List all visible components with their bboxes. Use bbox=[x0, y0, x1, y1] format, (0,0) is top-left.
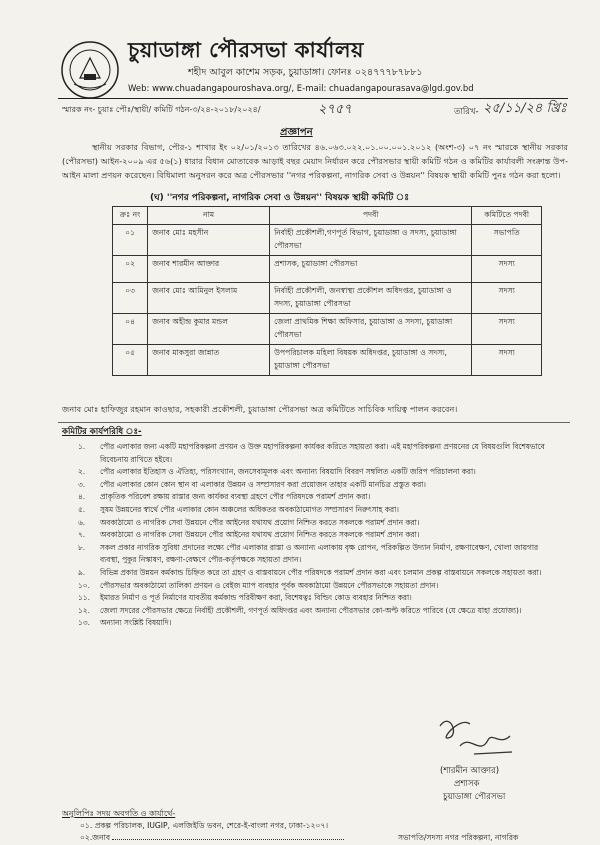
row-designation: জেলা প্রাথমিক শিক্ষা অফিসার, চুয়াডাঙ্গা ও সদস্য, চুয়াডাঙ্গা পৌরসভা bbox=[270, 314, 472, 345]
copy-to-item-1: ০১. প্রকল্প পরিচালক, IUGIP, এলজিইডি ভবন, শেরে-ই-বাংলা নগর, ঢাকা-১২০৭। bbox=[80, 821, 329, 830]
table-row bbox=[113, 256, 542, 283]
item-number: ৪. bbox=[78, 492, 86, 502]
signatory-office: চুয়াডাঙ্গা পৌরসভা bbox=[443, 792, 506, 802]
list-item bbox=[70, 529, 560, 542]
row-role: সদস্য bbox=[472, 314, 542, 345]
office-title: চুয়াডাঙ্গা পৌরসভা কার্যালয় bbox=[128, 38, 364, 62]
item-number: ১২. bbox=[78, 605, 90, 615]
header-name: নাম bbox=[148, 207, 270, 225]
committee-title: (ঘ) ''নগর পরিকল্পনা, নাগরিক সেবা ও উন্নয়ন'' বিষয়ক স্থায়ী কমিটি ঃ bbox=[150, 193, 410, 203]
row-name: জনাব অহীন্দ্র কুমার মন্ডল bbox=[148, 314, 270, 345]
item-number: ৩. bbox=[78, 479, 86, 489]
row-name: জনাব মাকসুরা জান্নাত bbox=[148, 345, 270, 376]
table-row bbox=[113, 225, 542, 256]
office-address: শহীদ আবুল কাশেম সড়ক, চুয়াডাঙ্গা। ফোনঃ ০২৪৭৭৭৮৭৮৮১ bbox=[188, 67, 423, 78]
date-handwritten: ২৫/১১/২৪ খ্রিঃ bbox=[483, 101, 567, 116]
item-text: পৌর এলাকার কোন কোন স্থান বা এলাকার উন্নয়ন ও সম্প্রসারণ করা প্রয়োজন তাহার একটি মানচিত্র প্রস্তুত করা। bbox=[100, 479, 426, 489]
list-item bbox=[70, 580, 560, 593]
row-role: সদস্য bbox=[472, 256, 542, 283]
list-item bbox=[70, 542, 560, 567]
item-text: জেলা সদরের পৌরসভার ক্ষেত্রে নির্বাহী প্রকৌশলী, গণপূর্ত অধিদপ্তর এবং অন্যান্য পৌরসভার কো-অপ্ট করিতে পারিবে (যে ক্ষেত্রে যাহা প্রযোজ্য)। bbox=[100, 605, 522, 615]
item-number: ৫. bbox=[78, 504, 86, 514]
municipality-logo bbox=[60, 40, 120, 100]
copy-to-heading: অনুলিপিঃ সদয় অবগতি ও কার্যার্থে- bbox=[62, 809, 176, 818]
signatory-designation: প্রশাসক bbox=[454, 779, 480, 789]
list-item bbox=[70, 466, 560, 479]
notice-body bbox=[62, 140, 568, 182]
web-email-line: Web: www.chuadangapouroshava.org/, E-mail: chuadangapourasava@lgd.gov.bd bbox=[128, 84, 474, 94]
row-role: সদস্য bbox=[472, 283, 542, 314]
table-row bbox=[113, 345, 542, 376]
row-serial: ০১ bbox=[113, 225, 148, 256]
item-number: ১. bbox=[78, 442, 86, 451]
notice-paragraph: স্থানীয় সরকার বিভাগ, পৌর-১ শাখার ইং ০২/০১/২০১৩ তারিখের ৪৬.০৬৩.০২২.০১.০০.০০১.২০১২ (অংশ-৩) ০৭ নং স্মারকে স্থানীয় সরকার (পৌরসভা) আইন-২০০৯ এর ৫৬(১) ধারার বিধান মোতাবেক আড়াই বছর মেয়াদ নির্ধারন করে পৌরসভার স্থায়ী কমিটি গঠন ও কমিটির কার্যাবলী সংক্রান্ত উপ-আইন মালা প্রণয়ন করেছেন। বিধিমালা অনুসরন করে অত্র পৌরসভার ''নগর পরিকল্পনা, নাগরিক সেবা ও উন্নয়ন'' বিষয়ক স্থায়ী কমিটি পুনঃ গঠন করা হলো। bbox=[62, 142, 568, 180]
list-item bbox=[70, 517, 560, 530]
duties-heading: কমিটির কার্যপরিধি ঃ- bbox=[62, 427, 142, 437]
header-designation: পদবী bbox=[270, 207, 472, 225]
table-row bbox=[113, 314, 542, 345]
item-text: পৌর এলাকার জন্য একটি মহাপরিকল্পনা প্রণয়ন ও উক্ত মহাপরিকল্পনা কার্যকর করিতে সহায়তা করা। এই মহাপরিকল্পনা প্রণয়নের যে বিষয়গুলি বিশেষভাবে বিবেচনায় রাখিতে হইবে। bbox=[100, 442, 545, 464]
row-designation: নির্বাহী প্রকৌশলী,গণপূর্ত বিভাগ, চুয়াডাঙ্গা ও সদস্য, চুয়াডাঙ্গা পৌরসভা bbox=[270, 225, 472, 256]
memo-reference: স্মারক নং- চুয়াঃ পৌঃ/স্থায়ী/ কমিটি গঠন-৩/২৪-২০১৮/২০২৪/ bbox=[62, 105, 261, 114]
list-item bbox=[70, 592, 560, 605]
item-number: ৯. bbox=[78, 567, 86, 577]
row-serial: ০৫ bbox=[113, 345, 148, 376]
item-number: ৬. bbox=[78, 517, 86, 527]
item-number: ৭. bbox=[78, 530, 86, 540]
list-item bbox=[70, 504, 560, 517]
row-role: সভাপতি bbox=[472, 225, 542, 256]
item-text: পৌরসভার অবকাঠামো তালিকা প্রণয়ন ও বেইজ ম্যাপ ব্যবহার পূর্বক অবকাঠামো উন্নয়নে পৌরসভাকে সহায়তা প্রদান। bbox=[100, 580, 439, 590]
duties-list bbox=[70, 441, 560, 630]
row-designation: উপপরিচালক মহিলা বিষয়ক অধিদপ্তর, চুয়াডাঙ্গা ও সদস্য, চুয়াডাঙ্গা পৌরসভা bbox=[270, 345, 472, 376]
item-number: ২. bbox=[78, 467, 86, 477]
copy-to-item-2-suffix: সভাপতি/সদস্য নগর পরিকল্পনা, নাগরিক bbox=[398, 833, 519, 842]
secretary-note: জনাব মোঃ হাফিজুর রহমান কাওছার, সহকারী প্রকৌশলী, চুয়াডাঙ্গা পৌরসভা অত্র কমিটিতে সাচিবিক দায়িত্ব পালন করবেন। bbox=[62, 404, 458, 414]
item-text: অবকাঠামো ও নাগরিক সেবা উন্নয়নে পৌর আইনের যথাযথ প্রয়োগ নিশ্চিত করতে সকলকে পরামর্শ প্রদান করা। bbox=[100, 530, 420, 540]
item-text: বিভিন্ন প্রকার উন্নয়ন কর্মকান্ড চিহ্নিত করে তা গ্রহণ ও বাস্তবায়নে পৌর পরিষদকে পরামর্শ প্রদান করা এবং চলমান প্রকল্প বাস্তবায়নে সকলকে সহায়তা করা। bbox=[100, 567, 542, 577]
row-serial: ০৩ bbox=[113, 283, 148, 314]
row-name: জনাব শারমীন আক্তার bbox=[148, 256, 270, 283]
item-text: সকল প্রকার নাগরিক সুবিধা প্রদানের লক্ষ্যে পৌর এলাকার রাস্তা ও অন্যান্য এলাকায় বৃক্ষ রোপন, পরিকল্পিত উদ্যান নির্মাণ, রক্ষণাবেক্ষণ, খোলা জায়গার ব্যবস্থা, পুকুর নিস্কাষণ, রক্ষণা-বেক্ষণে পৌর-কর্তৃপক্ষকে সহায়তা প্রদান। bbox=[100, 542, 539, 565]
row-role: সদস্য bbox=[472, 345, 542, 376]
header-committee-role: কমিটিতে পদবী bbox=[472, 207, 542, 225]
item-number: ১০. bbox=[78, 580, 90, 590]
date-label: তারিখ- bbox=[454, 107, 479, 117]
row-name: জনাব মোঃ মহসীন bbox=[148, 225, 270, 256]
header-serial: ক্রঃ নং bbox=[113, 207, 148, 225]
row-serial: ০২ bbox=[113, 256, 148, 283]
notice-title: প্রজ্ঞাপন bbox=[280, 127, 313, 138]
item-text: ইমারত নির্মাণ ও পূর্ত নির্মাণের যাবতীয় কর্মকান্ড পরিবীক্ষণ করা, বিশেষত্বঃ বিল্ডিং কোড ব্যবহার নিশ্চিত করা। bbox=[100, 593, 412, 603]
item-text: অবকাঠামো ও নাগরিক সেবা উন্নয়নে পৌর আইনের যথাযথ প্রয়োগ নিশ্চিত করতে সকলকে পরামর্শ প্রদান করা। bbox=[100, 517, 420, 527]
copy-item-2-prefix: ০২.জনাব bbox=[80, 833, 111, 842]
item-text: সুষম উন্নয়নের স্বার্থে পৌর এলাকার কোন অঞ্চলের অধিকতর অবকাঠামোগত সম্প্রসারণ নিরুৎসাহ করা। bbox=[100, 504, 399, 514]
row-designation: প্রশাসক, চুয়াডাঙ্গা পৌরসভা bbox=[270, 256, 472, 283]
committee-table bbox=[112, 206, 542, 376]
row-serial: ০৪ bbox=[113, 314, 148, 345]
item-number: ৮. bbox=[78, 542, 86, 552]
item-text: অন্যান্য সংশ্লিষ্ট বিষয়াদি। bbox=[100, 618, 172, 628]
list-item bbox=[70, 605, 560, 618]
row-designation: নির্বাহী প্রকৌশলী, জনস্বাস্থ্য প্রকৌশল অধিদপ্তর, চুয়াডাঙ্গা ও সদস্য, চুয়াডাঙ্গা পৌরসভা bbox=[270, 283, 472, 314]
memo-number-handwritten: ২৭৫৭ bbox=[318, 102, 352, 117]
table-row bbox=[113, 283, 542, 314]
list-item bbox=[70, 617, 560, 630]
list-item bbox=[70, 479, 560, 492]
list-item bbox=[70, 567, 560, 580]
handwritten-signature bbox=[430, 706, 520, 766]
table-header-row bbox=[113, 207, 542, 225]
row-name: জনাব মোঃ আমিনুল ইসলাম bbox=[148, 283, 270, 314]
item-text: পৌর এলাকার ইতিহাস ও ঐতিহ্য, পরিসংখ্যান, জনসেবামূলক এবং অন্যান্য বিষয়াদি বিবরণ সম্বলিত একটি জরিপ পরিচালনা করা। bbox=[100, 467, 476, 477]
signatory-name: (শারমীন আক্তার) bbox=[440, 766, 500, 776]
section-divider bbox=[58, 422, 570, 423]
item-number: ১১. bbox=[78, 593, 90, 603]
item-number: ১৩. bbox=[78, 618, 90, 628]
list-item bbox=[70, 491, 560, 504]
item-text: প্রাকৃতিক পরিবেশ রক্ষায় রাস্তার জন্য কার্যকর ব্যবস্থা গ্রহণে পৌর পরিষদকে পরামর্শ প্রদান করা। bbox=[100, 492, 371, 502]
list-item bbox=[70, 441, 560, 466]
